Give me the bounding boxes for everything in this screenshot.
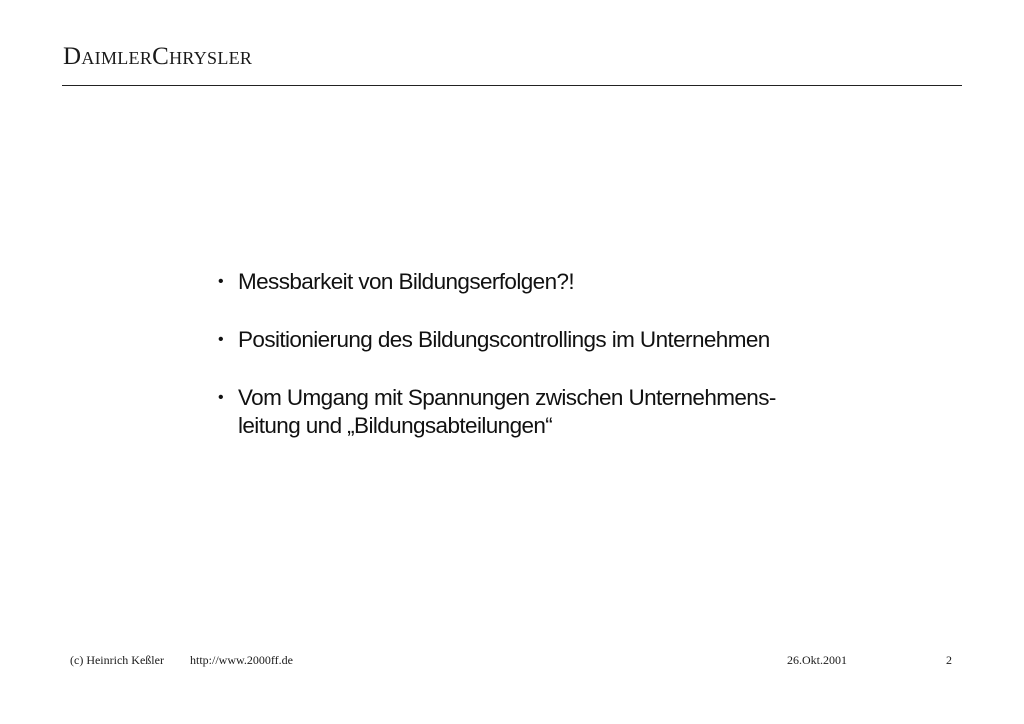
bullet-text: Positionierung des Bildungscontrollings im Unternehmen — [238, 327, 770, 352]
bullet-list — [218, 268, 918, 470]
list-item — [218, 326, 918, 354]
header-divider — [62, 85, 962, 86]
bullet-text: Messbarkeit von Bildungserfolgen?! — [238, 269, 575, 294]
footer-date: 26.Okt.2001 — [787, 653, 847, 667]
bullet-icon: • — [218, 389, 224, 406]
bullet-text: Vom Umgang mit Spannungen zwischen Unternehmens- leitung und „Bildungsabteilungen“ — [238, 385, 776, 438]
page-number: 2 — [946, 653, 952, 667]
footer-author: (c) Heinrich Keßler — [70, 653, 164, 667]
list-item — [218, 268, 918, 296]
list-item — [218, 384, 918, 440]
bullet-icon: • — [218, 331, 224, 348]
footer-url: http://www.2000ff.de — [190, 653, 293, 667]
company-logo: DaimlerChrysler — [63, 43, 253, 70]
bullet-icon: • — [218, 273, 224, 290]
